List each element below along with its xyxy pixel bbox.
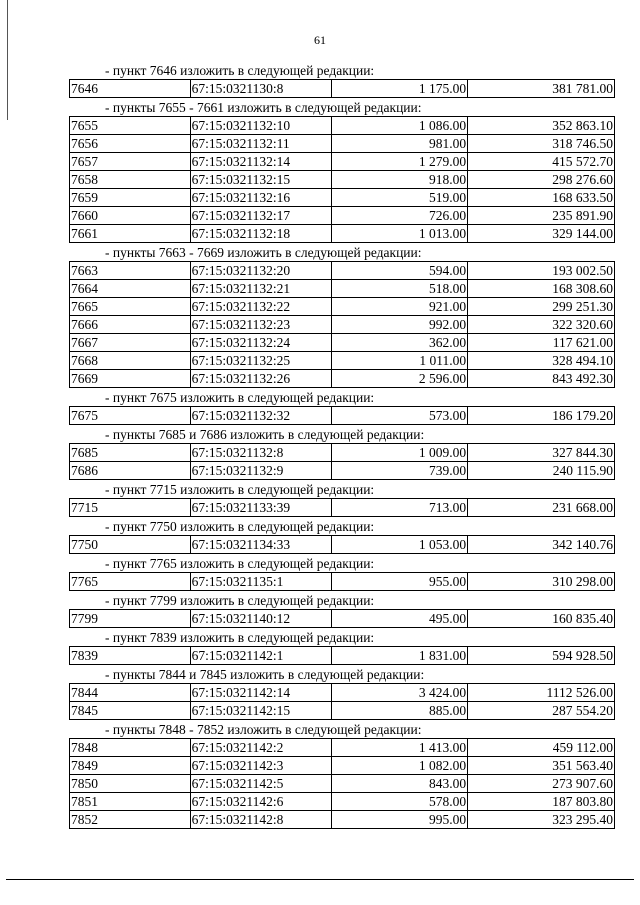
table-row (70, 153, 615, 171)
item-number-cell: 7685 (70, 444, 191, 462)
area-cell: 495.00 (332, 610, 468, 628)
cadastral-value-cell: 168 633.50 (468, 189, 615, 207)
cadastral-value-cell: 287 554.20 (468, 702, 615, 720)
section-heading: - пункты 7844 и 7845 изложить в следующей редакции: (105, 667, 425, 682)
cadastral-number-cell: 67:15:0321130:8 (190, 80, 332, 98)
area-cell: 1 009.00 (332, 444, 468, 462)
cadastral-number-cell: 67:15:0321133:39 (190, 499, 332, 517)
section-heading: - пункт 7675 изложить в следующей редакции: (105, 390, 375, 405)
item-number-cell: 7663 (70, 262, 191, 280)
amendment-table (69, 738, 615, 829)
area-cell: 955.00 (332, 573, 468, 591)
table-row (70, 444, 615, 462)
cadastral-number-cell: 67:15:0321132:16 (190, 189, 332, 207)
cadastral-number-cell: 67:15:0321132:24 (190, 334, 332, 352)
table-row (70, 536, 615, 554)
item-number-cell: 7665 (70, 298, 191, 316)
area-cell: 1 175.00 (332, 80, 468, 98)
cadastral-value-cell: 318 746.50 (468, 135, 615, 153)
item-number-cell: 7750 (70, 536, 191, 554)
table-row (70, 811, 615, 829)
cadastral-value-cell: 1112 526.00 (468, 684, 615, 702)
table-row (70, 189, 615, 207)
item-number-cell: 7715 (70, 499, 191, 517)
area-cell: 713.00 (332, 499, 468, 517)
cadastral-number-cell: 67:15:0321135:1 (190, 573, 332, 591)
cadastral-value-cell: 323 295.40 (468, 811, 615, 829)
cadastral-value-cell: 186 179.20 (468, 407, 615, 425)
table-row (70, 171, 615, 189)
cadastral-value-cell: 322 320.60 (468, 316, 615, 334)
item-number-cell: 7799 (70, 610, 191, 628)
item-number-cell: 7844 (70, 684, 191, 702)
amendments-list (69, 62, 615, 830)
table-row (70, 610, 615, 628)
item-number-cell: 7852 (70, 811, 191, 829)
cadastral-value-cell: 273 907.60 (468, 775, 615, 793)
cadastral-number-cell: 67:15:0321142:8 (190, 811, 332, 829)
amendment-table (69, 683, 615, 720)
table-row (70, 499, 615, 517)
cadastral-value-cell: 168 308.60 (468, 280, 615, 298)
item-number-cell: 7849 (70, 757, 191, 775)
area-cell: 578.00 (332, 793, 468, 811)
cadastral-value-cell: 235 891.90 (468, 207, 615, 225)
table-row (70, 370, 615, 388)
item-number-cell: 7765 (70, 573, 191, 591)
cadastral-value-cell: 327 844.30 (468, 444, 615, 462)
cadastral-value-cell: 351 563.40 (468, 757, 615, 775)
area-cell: 2 596.00 (332, 370, 468, 388)
section-heading: - пункт 7715 изложить в следующей редакции: (105, 482, 375, 497)
amendment-table (69, 261, 615, 388)
area-cell: 1 279.00 (332, 153, 468, 171)
cadastral-number-cell: 67:15:0321132:23 (190, 316, 332, 334)
cadastral-number-cell: 67:15:0321132:21 (190, 280, 332, 298)
area-cell: 1 831.00 (332, 647, 468, 665)
amendment-table (69, 572, 615, 591)
cadastral-value-cell: 352 863.10 (468, 117, 615, 135)
table-row (70, 207, 615, 225)
item-number-cell: 7655 (70, 117, 191, 135)
area-cell: 739.00 (332, 462, 468, 480)
area-cell: 992.00 (332, 316, 468, 334)
cadastral-value-cell: 193 002.50 (468, 262, 615, 280)
section-heading: - пункты 7655 - 7661 изложить в следующей редакции: (105, 100, 422, 115)
area-cell: 573.00 (332, 407, 468, 425)
item-number-cell: 7686 (70, 462, 191, 480)
cadastral-number-cell: 67:15:0321132:32 (190, 407, 332, 425)
cadastral-number-cell: 67:15:0321142:2 (190, 739, 332, 757)
table-row (70, 793, 615, 811)
table-row (70, 462, 615, 480)
area-cell: 1 013.00 (332, 225, 468, 243)
item-number-cell: 7661 (70, 225, 191, 243)
cadastral-number-cell: 67:15:0321132:25 (190, 352, 332, 370)
cadastral-number-cell: 67:15:0321142:5 (190, 775, 332, 793)
item-number-cell: 7668 (70, 352, 191, 370)
cadastral-value-cell: 843 492.30 (468, 370, 615, 388)
cadastral-value-cell: 299 251.30 (468, 298, 615, 316)
cadastral-number-cell: 67:15:0321142:1 (190, 647, 332, 665)
amendment-table (69, 498, 615, 517)
table-row (70, 316, 615, 334)
item-number-cell: 7839 (70, 647, 191, 665)
area-cell: 362.00 (332, 334, 468, 352)
area-cell: 981.00 (332, 135, 468, 153)
table-row (70, 684, 615, 702)
item-number-cell: 7667 (70, 334, 191, 352)
table-row (70, 407, 615, 425)
item-number-cell: 7659 (70, 189, 191, 207)
cadastral-number-cell: 67:15:0321142:6 (190, 793, 332, 811)
cadastral-number-cell: 67:15:0321132:22 (190, 298, 332, 316)
item-number-cell: 7669 (70, 370, 191, 388)
table-row (70, 739, 615, 757)
amendment-table (69, 609, 615, 628)
cadastral-value-cell: 459 112.00 (468, 739, 615, 757)
cadastral-value-cell: 328 494.10 (468, 352, 615, 370)
item-number-cell: 7656 (70, 135, 191, 153)
item-number-cell: 7646 (70, 80, 191, 98)
amendment-table (69, 406, 615, 425)
section-heading: - пункт 7839 изложить в следующей редакции: (105, 630, 375, 645)
table-row (70, 262, 615, 280)
table-row (70, 702, 615, 720)
table-row (70, 80, 615, 98)
table-row (70, 225, 615, 243)
item-number-cell: 7851 (70, 793, 191, 811)
table-row (70, 135, 615, 153)
item-number-cell: 7845 (70, 702, 191, 720)
area-cell: 726.00 (332, 207, 468, 225)
area-cell: 921.00 (332, 298, 468, 316)
area-cell: 518.00 (332, 280, 468, 298)
area-cell: 885.00 (332, 702, 468, 720)
cadastral-number-cell: 67:15:0321132:9 (190, 462, 332, 480)
cadastral-value-cell: 594 928.50 (468, 647, 615, 665)
section-heading: - пункты 7663 - 7669 изложить в следующей редакции: (105, 245, 422, 260)
area-cell: 1 086.00 (332, 117, 468, 135)
cadastral-value-cell: 342 140.76 (468, 536, 615, 554)
area-cell: 519.00 (332, 189, 468, 207)
cadastral-number-cell: 67:15:0321142:15 (190, 702, 332, 720)
area-cell: 1 413.00 (332, 739, 468, 757)
area-cell: 1 053.00 (332, 536, 468, 554)
section-heading: - пункт 7765 изложить в следующей редакции: (105, 556, 375, 571)
cadastral-number-cell: 67:15:0321134:33 (190, 536, 332, 554)
cadastral-number-cell: 67:15:0321142:14 (190, 684, 332, 702)
cadastral-number-cell: 67:15:0321142:3 (190, 757, 332, 775)
item-number-cell: 7850 (70, 775, 191, 793)
cadastral-number-cell: 67:15:0321132:26 (190, 370, 332, 388)
table-row (70, 573, 615, 591)
item-number-cell: 7848 (70, 739, 191, 757)
cadastral-value-cell: 231 668.00 (468, 499, 615, 517)
section-heading: - пункты 7848 - 7852 изложить в следующей редакции: (105, 722, 422, 737)
cadastral-number-cell: 67:15:0321132:14 (190, 153, 332, 171)
item-number-cell: 7666 (70, 316, 191, 334)
cadastral-value-cell: 310 298.00 (468, 573, 615, 591)
section-heading: - пункт 7646 изложить в следующей редакции: (105, 63, 375, 78)
cadastral-value-cell: 415 572.70 (468, 153, 615, 171)
scan-margin-line (7, 0, 8, 120)
table-row (70, 334, 615, 352)
table-row (70, 775, 615, 793)
table-row (70, 757, 615, 775)
amendment-table (69, 535, 615, 554)
section-heading: - пункт 7750 изложить в следующей редакции: (105, 519, 375, 534)
cadastral-value-cell: 240 115.90 (468, 462, 615, 480)
cadastral-number-cell: 67:15:0321140:12 (190, 610, 332, 628)
item-number-cell: 7657 (70, 153, 191, 171)
cadastral-value-cell: 329 144.00 (468, 225, 615, 243)
area-cell: 594.00 (332, 262, 468, 280)
cadastral-number-cell: 67:15:0321132:20 (190, 262, 332, 280)
area-cell: 995.00 (332, 811, 468, 829)
cadastral-number-cell: 67:15:0321132:8 (190, 444, 332, 462)
amendment-table (69, 443, 615, 480)
table-row (70, 352, 615, 370)
section-heading: - пункты 7685 и 7686 изложить в следующей редакции: (105, 427, 425, 442)
cadastral-value-cell: 117 621.00 (468, 334, 615, 352)
table-row (70, 647, 615, 665)
cadastral-value-cell: 187 803.80 (468, 793, 615, 811)
cadastral-value-cell: 381 781.00 (468, 80, 615, 98)
page-number: 61 (314, 33, 326, 47)
cadastral-value-cell: 298 276.60 (468, 171, 615, 189)
item-number-cell: 7664 (70, 280, 191, 298)
cadastral-value-cell: 160 835.40 (468, 610, 615, 628)
amendment-table (69, 79, 615, 98)
table-row (70, 280, 615, 298)
area-cell: 918.00 (332, 171, 468, 189)
area-cell: 843.00 (332, 775, 468, 793)
item-number-cell: 7675 (70, 407, 191, 425)
section-heading: - пункт 7799 изложить в следующей редакции: (105, 593, 375, 608)
table-row (70, 117, 615, 135)
table-row (70, 298, 615, 316)
area-cell: 1 011.00 (332, 352, 468, 370)
cadastral-number-cell: 67:15:0321132:15 (190, 171, 332, 189)
item-number-cell: 7660 (70, 207, 191, 225)
area-cell: 1 082.00 (332, 757, 468, 775)
item-number-cell: 7658 (70, 171, 191, 189)
cadastral-number-cell: 67:15:0321132:18 (190, 225, 332, 243)
amendment-table (69, 646, 615, 665)
cadastral-number-cell: 67:15:0321132:11 (190, 135, 332, 153)
cadastral-number-cell: 67:15:0321132:17 (190, 207, 332, 225)
cadastral-number-cell: 67:15:0321132:10 (190, 117, 332, 135)
area-cell: 3 424.00 (332, 684, 468, 702)
footer-rule (6, 879, 634, 880)
amendment-table (69, 116, 615, 243)
